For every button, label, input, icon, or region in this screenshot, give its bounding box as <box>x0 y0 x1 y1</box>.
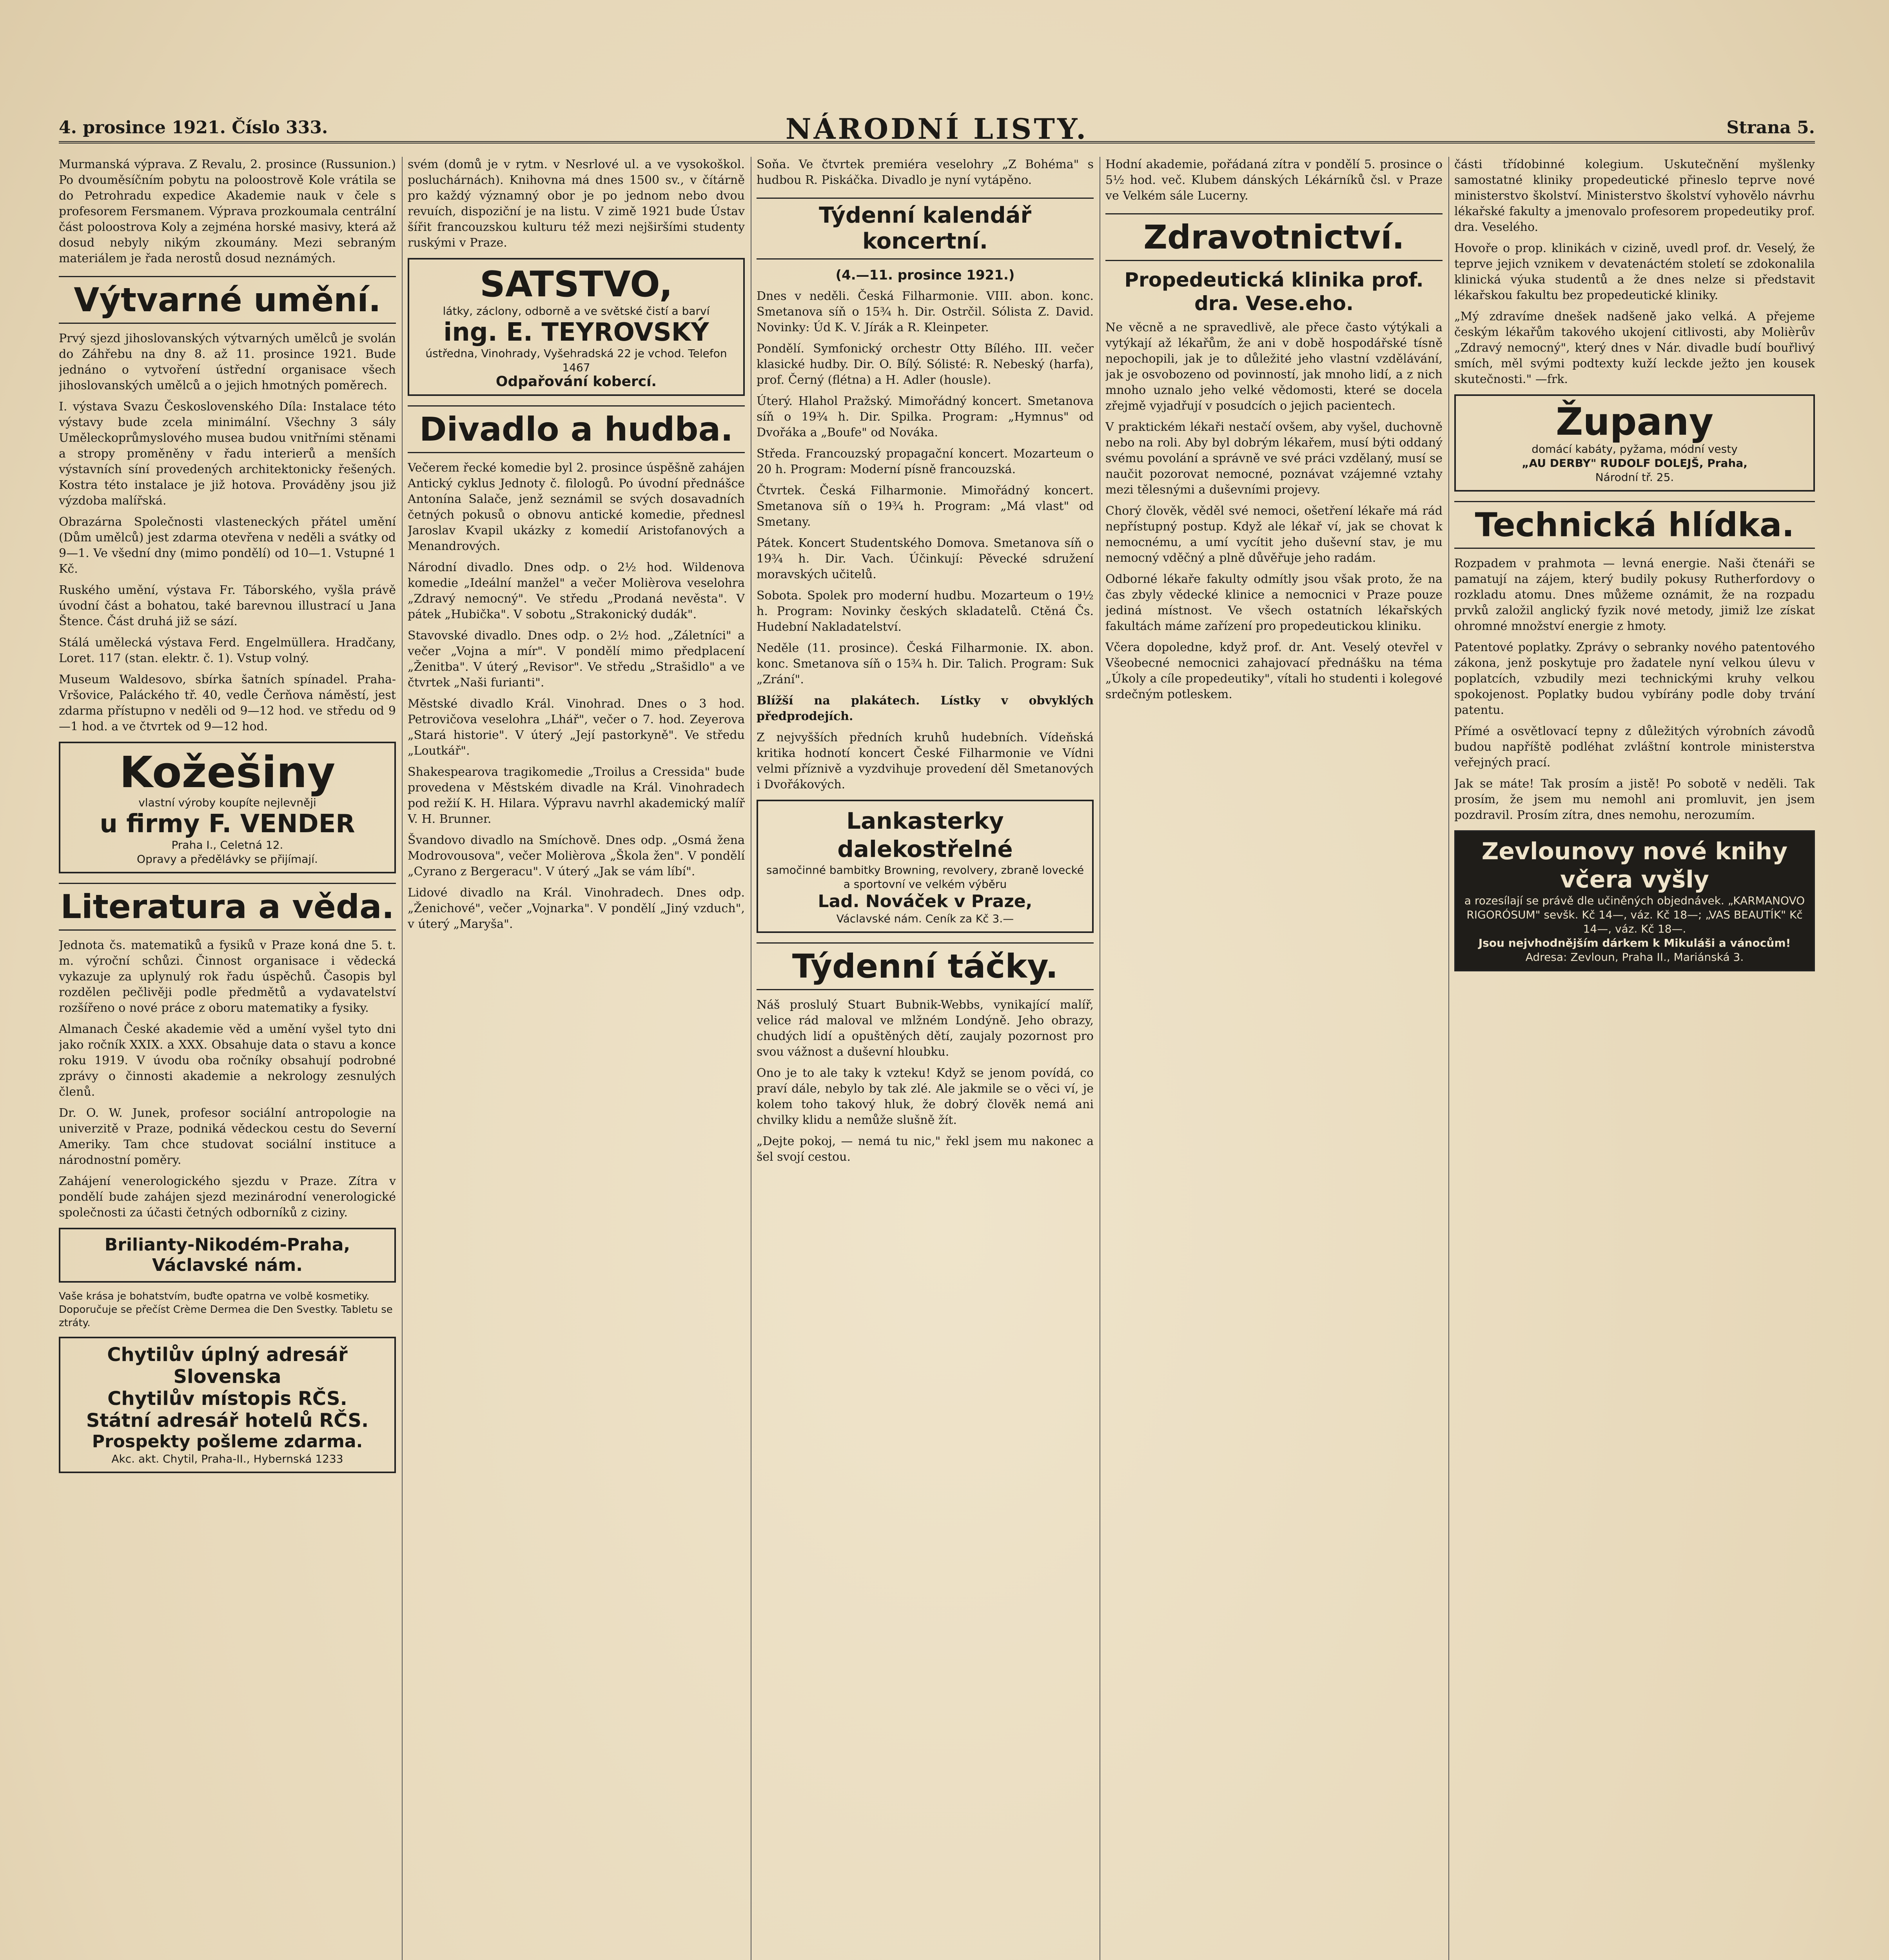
article-text: Museum Waldesovo, sbírka šatních spínadel. Praha-Vršovice, Paláckého tř. 40, vedle Čerňova náměstí, jest zdarma přístupno v neděli od 9—12 hod. ve středu od 9—1 hod. a ve čtvrtek od 9—12 hod. <box>59 673 396 733</box>
article-text: Stálá umělecká výstava Ferd. Engelmüllera. Hradčany, Loret. 117 (stan. elektr. č. 1). Vstup volný. <box>59 636 396 665</box>
ad-footer: Odpařování kobercí. <box>495 374 657 390</box>
issue-date: 4. prosince 1921. Číslo 333. <box>59 118 328 138</box>
article-text: Lidové divadlo na Král. Vinohradech. Dnes odp. „Ženichové", večer „Vojnarka". V pondělí „Jiný vzduch", v úterý „Maryša". <box>408 886 745 931</box>
article-text: Hovoře o prop. klinikách v cizině, uvedl prof. dr. Veselý, že teprve jejich vznikem v devatenáctém století se zdokonalila klinická výuka studentů a že dnes nelze si představit lékařskou fakultu bez propedeutické kliniky. <box>1454 241 1815 302</box>
section-heading: Týdenní táčky. <box>757 942 1094 990</box>
article-text: Ono je to ale taky k vzteku! Když se jenom povídá, co praví dále, nebylo by tak zlé. Ale jakmile se o věci ví, je kolem toho takový hluk, že dobrý člověk nemá ani chvilky klidu a nemůže slušně žít. <box>757 1066 1094 1127</box>
article-text: Švandovo divadlo na Smíchově. Dnes odp. „Osmá žena Modrovousova", večer Molièrova „Škola žen". V pondělí „Cyrano z Bergeracu". V úterý „Jak se vám líbí". <box>408 833 745 878</box>
ad-text: látky, záclony, odborně a ve světské čistí a barví <box>443 305 710 318</box>
article-text: Obrazárna Společnosti vlasteneckých přátel umění (Dům umělců) jest zdarma otevřena v neděli a svátky od 9—1. Ve všední dny (mimo pondělí) od 10—1. Vstupné 1 Kč. <box>59 515 396 576</box>
column-3 <box>757 157 1094 1960</box>
article-text: části třídobinné kolegium. Uskutečnění myšlenky samostatné kliniky propedeutické přineslo teprve nové ministerstvo školství. Ministerstvo školství vyhovělo návrhu lékařské fakulty a jmenovalo profesorem propedeutiky prof. dra. Veselého. <box>1454 158 1815 234</box>
ad-text: domácí kabáty, pyžama, módní vesty <box>1532 443 1738 456</box>
article-text: Odborné lékaře fakulty odmítly jsou však proto, že na čas zbyly vědecké klinice a nemocnici v Praze pouze jediná místnost. Ve všech ostatních lékařských fakultách máme zařízení pro propedeutickou kliniku. <box>1105 572 1443 633</box>
article-text: Přímé a osvětlovací tepny z důležitých výrobních závodů budou napříště podléhat zvláštní kontrole ministerstva veřejných prací. <box>1454 724 1815 769</box>
ad-title: Brilianty-Nikodém-Praha, Václavské nám. <box>104 1235 350 1275</box>
article-text: Patentové poplatky. Zprávy o sebranky nového patentového zákona, jenž poskytuje pro žadatele nyní velkou úlevu v poplatcích, vzbudily mezi technickými kruhy velkou spokojenost. Poplatky budou vybírány podle doby trvání patentu. <box>1454 641 1815 717</box>
article-text: Hodní akademie, pořádaná zítra v pondělí 5. prosince o 5½ hod. več. Klubem dánských Lékárníků čsl. v Praze ve Velkém sále Lucerny. <box>1105 158 1443 203</box>
section-subheading: (4.—11. prosince 1921.) <box>835 267 1015 283</box>
ad-footer: Jsou nejvhodnějším dárkem k Mikuláši a vánocům! <box>1478 936 1791 949</box>
article-text: Stavovské divadlo. Dnes odp. o 2½ hod. „Záletníci" a večer „Vojna a mír". V pondělí mimo předplacení „Ženitba". V úterý „Revisor". Ve středu „Strašidlo" a ve čtvrtek „Naši furianti". <box>408 629 745 690</box>
article-text: Dr. O. W. Junek, profesor sociální antropologie na univerzitě v Praze, podniká vědeckou cestu do Severní Ameriky. Tam chce studovat sociální instituce a národnostní poměry. <box>59 1106 396 1167</box>
article-text: Zahájení venerologického sjezdu v Praze. Zítra v pondělí bude zahájen sjezd mezinárodní venerologické společnosti za účasti četných odborníků z ciziny. <box>59 1174 396 1220</box>
section-subheading: Propedeutická klinika prof. dra. Vese.eho. <box>1124 269 1424 315</box>
column-2 <box>408 157 745 1960</box>
ad-title: Lankasterky dalekostřelné <box>837 808 1013 862</box>
article-text: Jak se máte! Tak prosím a jistě! Po sobotě v neděli. Tak prosím, že jsem mu nemohl ani promluvit, jen jsem pozdravil. Prosím zítra, dnes nemohu, nerozumím. <box>1454 777 1815 822</box>
article-text: Prvý sjezd jihoslovanských výtvarných umělců je svolán do Záhřebu na dny 8. až 11. prosince 1921. Bude jednáno o vytvoření ústřední organisace všech jihoslovanských umělců a o jejich hmotných poměrech. <box>59 332 396 392</box>
ad-title: Zevlounovy nové knihy včera vyšly <box>1481 838 1788 893</box>
ad-text: vlastní výroby koupíte nejlevněji <box>138 796 316 809</box>
article-text: Pátek. Koncert Studentského Domova. Smetanova síň o 19¾ h. Dir. Vach. Účinkují: Pěvecké sdružení moravských učitelů. <box>757 536 1094 581</box>
article-text: Jednota čs. matematiků a fysiků v Praze koná dne 5. t. m. výroční schůzi. Činnost organisace i vědecká vykazuje za uplynulý rok řadu úspěchů. Časopis byl rozdělen pečlivěji podle předmětů a vydavatelství rozšířeno o nové práce z oboru matematiky a fysiky. <box>59 938 396 1015</box>
column-1 <box>59 157 396 1960</box>
masthead-title: NÁRODNÍ LISTY. <box>785 112 1089 145</box>
advertisement <box>408 258 745 396</box>
article-text: svém (domů je v rytm. v Nesrlové ul. a ve vysokoškol. posluchárnách). Knihovna má dnes 1500 sv., v čítárně pro každý významný obor je po jednom nebo dvou revuích, dispoziční je na listu. V zimě 1921 bude Ústav šířit francouzskou kulturu též mezi nejširšími studenty ruskými v Praze. <box>408 158 745 250</box>
advertisement <box>1454 830 1815 971</box>
advertisement <box>1454 394 1815 492</box>
article-text: Rozpadem v prahmota — levná energie. Naši čtenáři se pamatují na zájem, který budily pokusy Rutherfordovy o rozkladu atomu. Dnes můžeme oznámit, že na rozpadu prvků založil anglický fyzik nové metody, jimiž lze získat ohromné množství energie z hmoty. <box>1454 557 1815 633</box>
advertisement <box>59 742 396 873</box>
column-divider <box>1448 157 1449 1960</box>
ad-text: a rozesílají se právě dle učiněných objednávek. „KARMANOVO RIGORÓSUM" sevšk. Kč 14—, váz. Kč 18—; „VAS BEAUTÍK" Kč 14—, váz. Kč 18—. <box>1464 894 1805 935</box>
article-text: Blížší na plakátech. Lístky v obvyklých předprodejích. <box>757 694 1094 723</box>
article-text: Soňa. Ve čtvrtek premiéra veselohry „Z Bohéma" s hudbou R. Piskáčka. Divadlo je nyní vytápěno. <box>757 158 1094 187</box>
ad-firm: ing. E. TEYROVSKÝ <box>443 318 709 347</box>
advertisement <box>59 1337 396 1473</box>
column-divider <box>402 157 403 1960</box>
article-text: Murmanská výprava. Z Revalu, 2. prosince (Russunion.) Po dvouměsíčním pobytu na poloostrově Kole vrátila se do Petrohradu expedice Akademie nauk v čele s profesorem Fersmanem. Výprava prozkoumala centrální část poloostrova Koly a zejména horské masivy, která až dosud nebyly nikým zkoumány. Mezi sebraným materiálem je řada nerostů dosud neznámých. <box>59 158 396 265</box>
ad-firm: „AU DERBY" RUDOLF DOLEJŠ, Praha, <box>1522 457 1747 470</box>
article-text: V praktickém lékaři nestačí ovšem, aby vyšel, duchovně nebo na roli. Aby byl dobrým lékařem, musí býti oddaný svému povolání a správně ve své práci vzdělaný, musí se naučit pozorovat nemocné, poznávat vzájemné vztahy mezi tělesnými a duševními projevy. <box>1105 420 1443 497</box>
ad-title: Chytilův místopis RČS. <box>107 1388 347 1410</box>
article-text: Náš proslulý Stuart Bubnik-Webbs, vynikající malíř, velice rád maloval ve mlžném Londýně. Jeho obrazy, chudých lidí a opuštěných dětí, zaujaly pozornost pro svou vážnost a duševní hloubku. <box>757 998 1094 1059</box>
page-number: Strana 5. <box>1726 118 1815 138</box>
ad-address: ústředna, Vinohrady, Vyšehradská 22 je vchod. Telefon 1467 <box>425 347 727 374</box>
ad-address: Václavské nám. Ceník za Kč 3.— <box>836 912 1014 925</box>
article-text: Středa. Francouzský propagační koncert. Mozarteum o 20 h. Program: Moderní písně francouzská. <box>757 447 1094 476</box>
article-text: Dnes v neděli. Česká Filharmonie. VIII. abon. konc. Smetanova síň o 15¾ h. Dir. Ostrčil. Sólista Z. David. Novinky: Úd K. V. Jírák a R. Kleinpeter. <box>757 289 1094 334</box>
advertisement <box>59 1228 396 1283</box>
ad-title: SATSTVO, <box>480 264 673 305</box>
ad-firm: Lad. Nováček v Praze, <box>818 891 1033 911</box>
ad-title: Kožešiny <box>119 747 336 797</box>
ad-text: samočinné bambitky Browning, revolvery, zbraně lovecké a sportovní ve velkém výběru <box>766 864 1084 891</box>
article-text: Čtvrtek. Česká Filharmonie. Mimořádný koncert. Smetanova síň o 19¾ h. Program: „Má vlast" od Smetany. <box>757 484 1094 529</box>
article-text: Shakespearova tragikomedie „Troilus a Cressida" bude provedena v Městském divadle na Král. Vinohradech pod režií K. H. Hilara. Výpravu navrhl akademický malíř V. H. Brunner. <box>408 765 745 826</box>
ad-title: Prospekty pošleme zdarma. <box>92 1432 363 1452</box>
article-text: Městské divadlo Král. Vinohrad. Dnes o 3 hod. Petrovičova veselohra „Lhář", večer o 7. hod. Zeyerova „Stará historie". V úterý „Její pastorkyně". Ve středu „Loutkář". <box>408 697 745 758</box>
article-text: Národní divadlo. Dnes odp. o 2½ hod. Wildenova komedie „Ideální manžel" a večer Molièrova veselohra „Zdravý nemocný". Ve středu „Prodaná nevěsta". V pátek „Hubička". V sobotu „Strakonický dudák". <box>408 561 745 621</box>
advertisement <box>757 800 1094 933</box>
section-heading: Divadlo a hudba. <box>408 405 745 453</box>
column-5 <box>1454 157 1815 1960</box>
ad-address: Národní tř. 25. <box>1595 471 1674 484</box>
article-text: I. výstava Svazu Československého Díla: Instalace této výstavy bude zcela minimální. Všechny 3 sály Uměleckoprůmyslového musea budou vnitřními stěnami a stropy proměněny v řadu interierů a menších výstavních síní provedených architektonicky řešených. Kostra této instalace je již hotova. Prováděny jsou již výzdoba malířská. <box>59 400 396 508</box>
section-heading: Zdravotnictví. <box>1105 213 1443 261</box>
article-text: Ne věcně a ne spravedlivě, ale přece často výtýkali a vytýkají až lékařům, že ani v době hospodářské tísně nepochopili, jak je to důležité jeho vlastní vzdělávání, jak je osvobozeno od povinností, jak mnoho lidí, a z nich mnoho uznalo jeho velké vědomosti, které se docela zřejmě vyjadřují v posudcích o jejich pacientech. <box>1105 321 1443 413</box>
article-text: Ruského umění, výstava Fr. Táborského, vyšla právě úvodní část a bohatou, také barevnou illustrací u Jana Štence. Část druhá již se sází. <box>59 583 396 628</box>
ad-title: Župany <box>1555 400 1714 444</box>
ad-address: Akc. akt. Chytil, Praha-II., Hybernská 1233 <box>111 1452 343 1465</box>
section-heading: Výtvarné umění. <box>59 276 396 324</box>
ad-title: Státní adresář hotelů RČS. <box>86 1410 369 1432</box>
ad-title: Chytilův úplný adresář Slovenska <box>107 1344 348 1388</box>
notice-text: Vaše krása je bohatstvím, buďte opatrna ve volbě kosmetiky. Doporučuje se přečíst Crème Dermea die Den Svestky. Tabletu se ztráty. <box>59 1290 393 1329</box>
article-text: „Mý zdravíme dnešek nadšeně jako velká. A přejeme českým lékařům takového ukojení citlivosti, aby Molièrův „Zdravý nemocný", který dnes v Nár. divadle budí bouřlivý smích, měl svými podtexty kuží leckde ježto jen kousek skutečnosti." —frk. <box>1454 310 1815 386</box>
article-text: Almanach České akademie věd a umění vyšel tyto dni jako ročník XXIX. a XXX. Obsahuje data o stavu a konce roku 1919. V úvodu oba ročníky obsahují podrobné zprávy o činnosti akademie a nekrology zesnulých členů. <box>59 1022 396 1099</box>
article-text: Včera dopoledne, když prof. dr. Ant. Veselý otevřel v Všeobecné nemocnici zahajovací přednášku na téma „Úkoly a cíle propedeutiky", vítali ho studenti i kolegové srdečným potleskem. <box>1105 641 1443 701</box>
article-text: Neděle (11. prosince). Česká Filharmonie. IX. abon. konc. Smetanova síň o 15¾ h. Dir. Talich. Program: Suk „Zrání". <box>757 641 1094 686</box>
article-text: Z nejvyšších předních kruhů hudebních. Vídeňská kritika hodnotí koncert České Filharmonie ve Vídni velmi příznivě a vyzdvihuje provedení děl Smetanových i Dvořákových. <box>757 731 1094 791</box>
ad-address: Adresa: Zevloun, Praha II., Mariánská 3. <box>1525 951 1744 964</box>
page-header <box>59 112 1815 145</box>
ad-footer: Opravy a předělávky se přijímají. <box>137 853 318 866</box>
ad-address: Praha I., Celetná 12. <box>171 838 283 851</box>
column-4 <box>1105 157 1443 1960</box>
section-heading: Literatura a věda. <box>59 883 396 931</box>
section-heading: Technická hlídka. <box>1454 501 1815 549</box>
article-text: Pondělí. Symfonický orchestr Otty Bílého. III. večer klasické hudby. Dir. O. Bílý. Sólisté: R. Nebeský (harfa), prof. Černý (flétna) a H. Adler (housle). <box>757 342 1094 387</box>
article-text: Večerem řecké komedie byl 2. prosince úspěšně zahájen Antický cyklus Jednoty č. filologů. Po úvodní přednášce Antonína Salače, jenž seznámil se svých dosavadních četných pokusů o obnovu antické komedie, přednesl Jaroslav Kvapil ukázky z komedií Aristofanových a Menandrových. <box>408 461 745 553</box>
article-text: Chorý člověk, věděl své nemoci, ošetření lékaře má rád nepřístupný postup. Když ale lékař ví, jak se chovat k nemocnému, a umí vycítit jeho duševní stav, je mu nemocný vděčný a plně důvěřuje jeho radám. <box>1105 504 1443 565</box>
article-text: Sobota. Spolek pro moderní hudbu. Mozarteum o 19½ h. Program: Novinky českých skladatelů. Ctěná Čs. Hudební Nakladatelství. <box>757 589 1094 634</box>
article-text: „Dejte pokoj, — nemá tu nic," řekl jsem mu nakonec a šel svojí cestou. <box>757 1134 1094 1164</box>
ad-firm: u firmy F. VENDER <box>100 809 355 838</box>
article-text: Úterý. Hlahol Pražský. Mimořádný koncert. Smetanova síň o 19¾ h. Dir. Spilka. Program: „Hymnus" od Dvořáka a „Boufe" od Nováka. <box>757 394 1094 439</box>
section-heading: Týdenní kalendář koncertní. <box>757 198 1094 260</box>
